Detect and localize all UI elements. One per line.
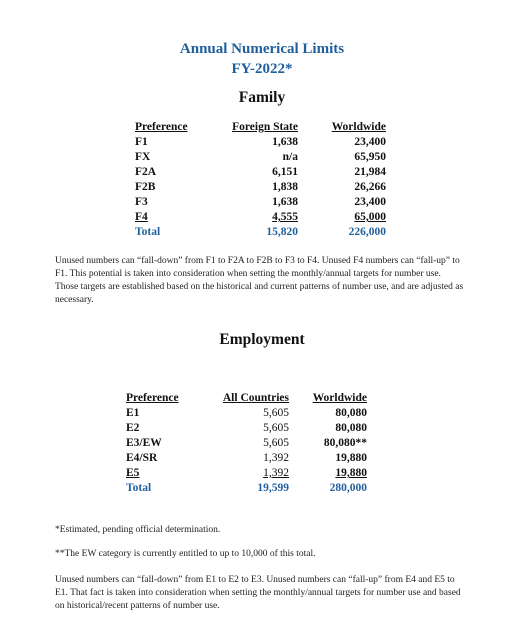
cell-preference: E4/SR (126, 452, 158, 464)
table-row (135, 195, 386, 210)
cell-all-countries: 5,605 (263, 422, 289, 434)
table-row (126, 406, 367, 421)
table-row (135, 135, 386, 150)
total-all-countries: 19,599 (257, 482, 289, 494)
footnote-estimated: *Estimated, pending official determination. (55, 525, 221, 535)
cell-worldwide: 80,080 (335, 407, 367, 419)
cell-foreign-state: 1,838 (272, 181, 298, 193)
cell-foreign-state: 1,638 (272, 136, 298, 148)
family-heading: Family (238, 89, 286, 106)
employment-note: Unused numbers can “fall-down” from E1 to E2 to E3. Unused numbers can “fall-up” from E4 and E5 to E1. That fact is taken into consideration when setting the monthly/annual targets for number use and based on historical/recent patterns of number use. (55, 575, 461, 611)
total-worldwide: 280,000 (329, 482, 367, 494)
table-row (135, 150, 386, 165)
table-row (135, 180, 386, 195)
table-row (126, 451, 367, 466)
footnote-ew: **The EW category is currently entitled to up to 10,000 of this total. (55, 549, 316, 559)
table-row (126, 436, 367, 451)
cell-preference: F2A (135, 166, 157, 178)
family-note: Unused numbers can “fall-down” from F1 to F2A to F2B to F3 to F4. Unused F4 numbers can “fall-up” to F1. This potential is taken into consideration when setting the monthly/annual targets for number use. Those targets are established based on the historical and current patterns of number use, and are adjusted as necessary. (55, 256, 464, 305)
col-header-all-countries: All Countries (222, 392, 289, 404)
cell-worldwide: 19,880 (335, 452, 367, 464)
cell-preference: FX (135, 151, 151, 163)
employment-heading: Employment (219, 331, 305, 348)
table-row (126, 466, 367, 481)
family-table (135, 120, 386, 240)
cell-all-countries: 1,392 (263, 467, 289, 479)
cell-worldwide: 26,266 (354, 181, 386, 193)
fiscal-year: FY-2022* (231, 61, 293, 77)
col-header-preference: Preference (135, 121, 188, 133)
cell-all-countries: 5,605 (263, 437, 289, 449)
total-worldwide: 226,000 (348, 226, 386, 238)
cell-foreign-state: 1,638 (272, 196, 298, 208)
cell-worldwide: 80,080 (335, 422, 367, 434)
cell-worldwide: 23,400 (354, 196, 386, 208)
col-header-preference: Preference (126, 392, 179, 404)
cell-preference: F4 (135, 211, 148, 223)
cell-worldwide: 23,400 (354, 136, 386, 148)
table-header-row (126, 391, 367, 406)
table-total-row (126, 481, 367, 496)
cell-worldwide: 80,080** (323, 437, 367, 449)
cell-worldwide: 65,950 (354, 151, 386, 163)
table-row (126, 421, 367, 436)
cell-all-countries: 5,605 (263, 407, 289, 419)
cell-worldwide: 21,984 (354, 166, 386, 178)
col-header-worldwide: Worldwide (331, 121, 386, 133)
col-header-worldwide: Worldwide (312, 392, 367, 404)
cell-preference: E2 (126, 422, 140, 434)
cell-preference: F2B (135, 181, 156, 193)
total-label: Total (126, 482, 152, 494)
total-foreign-state: 15,820 (266, 226, 298, 238)
cell-preference: E3/EW (126, 437, 162, 449)
page-title: Annual Numerical Limits (179, 41, 345, 57)
cell-all-countries: 1,392 (263, 452, 289, 464)
cell-preference: E5 (126, 467, 140, 479)
cell-preference: F1 (135, 136, 148, 148)
cell-foreign-state: n/a (282, 151, 298, 163)
table-row (135, 210, 386, 225)
cell-worldwide: 19,880 (335, 467, 367, 479)
cell-foreign-state: 6,151 (272, 166, 298, 178)
cell-worldwide: 65,000 (354, 211, 386, 223)
total-label: Total (135, 226, 161, 238)
table-header-row (135, 120, 386, 135)
cell-preference: F3 (135, 196, 148, 208)
table-row (135, 165, 386, 180)
cell-foreign-state: 4,555 (272, 211, 298, 223)
table-total-row (135, 225, 386, 240)
cell-preference: E1 (126, 407, 140, 419)
col-header-foreign-state: Foreign State (232, 121, 298, 133)
employment-table (126, 391, 367, 496)
